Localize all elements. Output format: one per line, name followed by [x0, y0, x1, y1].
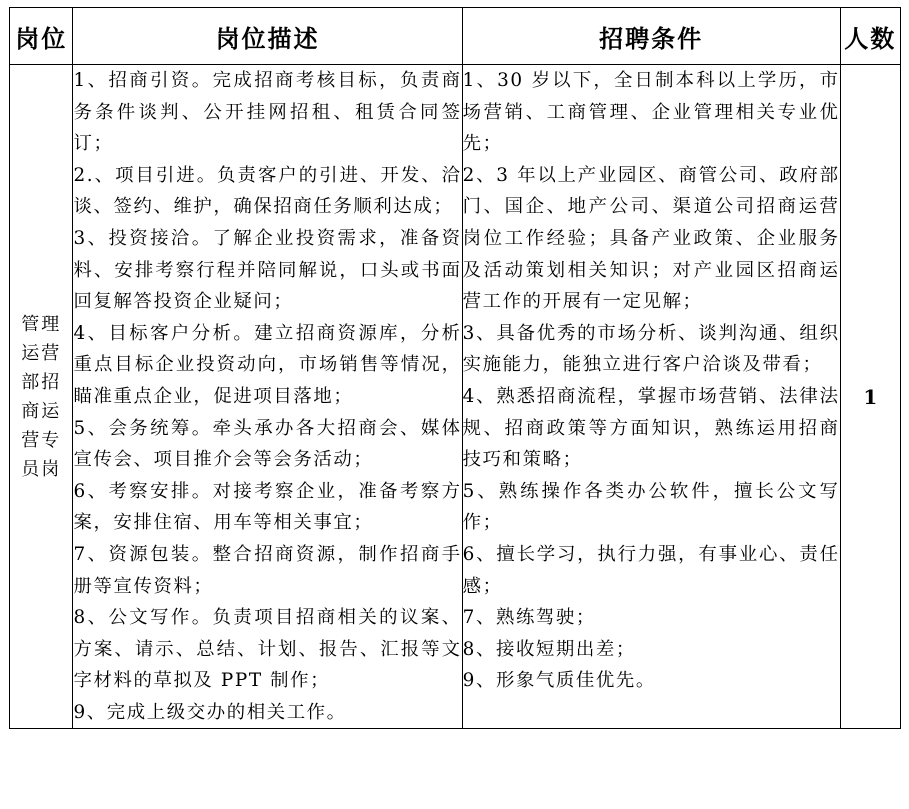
- description-item: 7、资源包装。整合招商资源，制作招商手册等宣传资料；: [73, 543, 462, 597]
- requirement-item: 2、3 年以上产业园区、商管公司、政府部门、国企、地产公司、渠道公司招商运营岗位工作经验；具备产业政策、企业服务及活动策划相关知识；对产业园区招商运营工作的开展有一定见解；: [462, 164, 840, 313]
- description-cell: [73, 65, 462, 729]
- description-item: 2.、项目引进。负责客户的引进、开发、洽谈、签约、维护，确保招商任务顺利达成；: [73, 164, 462, 218]
- header-row: [10, 8, 901, 65]
- description-item: 9、完成上级交办的相关工作。: [73, 701, 347, 723]
- headcount-cell: [840, 65, 900, 729]
- description-item: 1、招商引资。完成招商考核目标，负责商务条件谈判、公开挂网招租、租赁合同签订；: [73, 70, 462, 155]
- description-item: 4、目标客户分析。建立招商资源库，分析重点目标企业投资动向，市场销售等情况，瞄准重点企业，促进项目落地；: [73, 322, 462, 407]
- headcount-value: 1: [863, 384, 878, 409]
- requirement-item: 3、具备优秀的市场分析、谈判沟通、组织实施能力，能独立进行客户洽谈及带看；: [462, 322, 840, 376]
- requirement-item: 5、熟练操作各类办公软件，擅长公文写作；: [462, 480, 840, 534]
- requirement-item: 7、熟练驾驶；: [462, 607, 596, 629]
- requirements-cell: [462, 65, 840, 729]
- job-row: [10, 65, 901, 729]
- description-item: 6、考察安排。对接考察企业，准备考察方案，安排住宿、用车等相关事宜；: [73, 480, 462, 534]
- position-title: 管理运营部招商运营专员岗: [21, 313, 62, 480]
- description-item: 3、投资接洽。了解企业投资需求，准备资料、安排考察行程并陪同解说，口头或书面回复解答投资企业疑问；: [73, 227, 462, 313]
- header-requirements: 招聘条件: [462, 8, 840, 65]
- position-cell: [10, 65, 73, 729]
- header-position: 岗位: [10, 8, 73, 65]
- job-table: [9, 7, 901, 729]
- requirement-item: 9、形象气质佳优先。: [462, 670, 656, 692]
- requirement-item: 4、熟悉招商流程，掌握市场营销、法律法规、招商政策等方面知识，熟练运用招商技巧和策略；: [462, 385, 840, 471]
- requirement-item: 6、擅长学习，执行力强，有事业心、责任感；: [462, 543, 840, 597]
- description-item: 5、会务统筹。牵头承办各大招商会、媒体宣传会、项目推介会等会务活动；: [73, 417, 462, 471]
- header-count: 人数: [840, 8, 900, 65]
- description-item: 8、公文写作。负责项目招商相关的议案、方案、请示、总结、计划、报告、汇报等文字材料的草拟及 PPT 制作；: [73, 607, 462, 692]
- header-description: 岗位描述: [73, 8, 462, 65]
- requirement-item: 8、接收短期出差；: [462, 638, 636, 660]
- requirement-item: 1、30 岁以下，全日制本科以上学历，市场营销、工商管理、企业管理相关专业优先；: [462, 70, 840, 155]
